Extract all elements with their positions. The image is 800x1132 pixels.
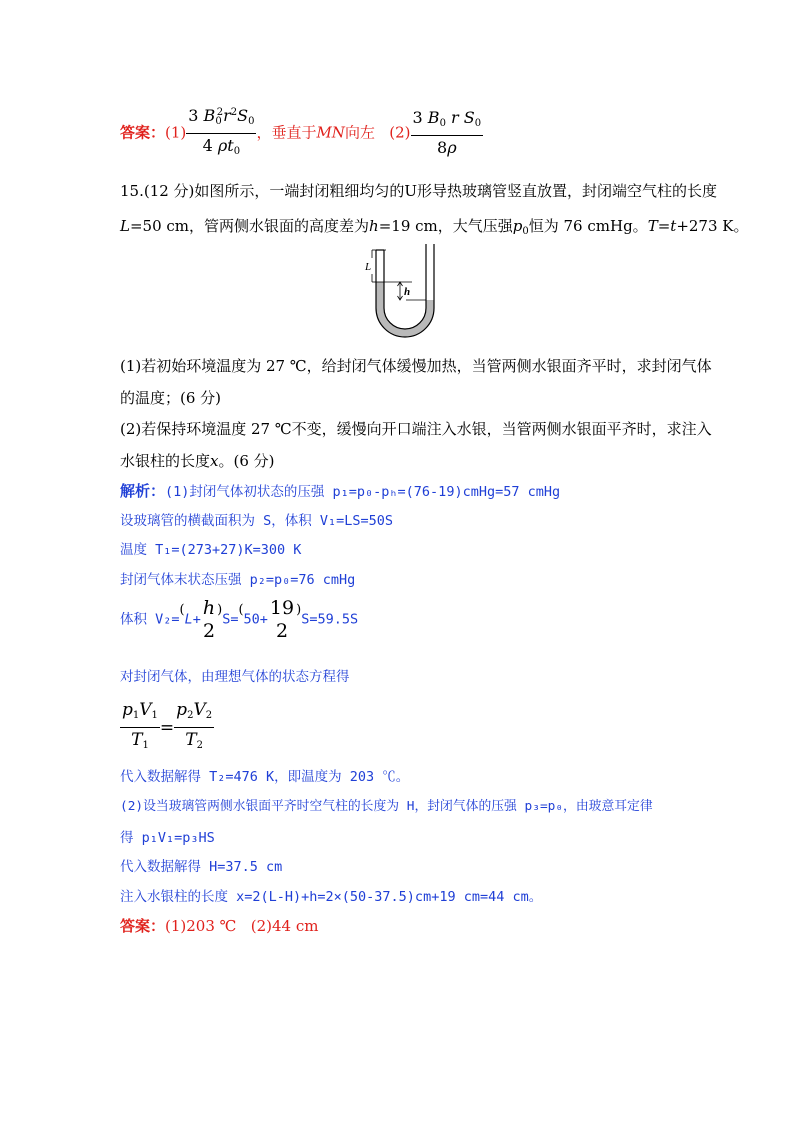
figure-label-h: h: [404, 286, 411, 298]
answer-fraction-2: $\frac{3 B_0 r S_0}{8\rho}$: [412, 107, 482, 157]
solution-line-8: (2)设当玻璃管两侧水银面平齐时空气柱的长度为 H，封闭气体的压强 p₃=p₀，由玻意耳定律: [120, 799, 653, 814]
answer-label: 答案：: [120, 123, 166, 142]
solution-line-7: 代入数据解得 T₂=476 K，即温度为 203 ℃。: [120, 769, 410, 785]
question-part1-line2: 的温度；(6 分): [120, 389, 222, 407]
solution-line-9: 得 p₁V₁=p₃HS: [120, 830, 215, 846]
question-part1-line1: (1)若初始环境温度为 27 ℃，给封闭气体缓慢加热，当管两侧水银面齐平时，求封闭气体: [120, 357, 712, 375]
solution-line-6: 对封闭气体，由理想气体的状态方程得: [120, 669, 350, 685]
question-line-2: L=50 cm，管两侧水银面的高度差为h=19 cm，大气压强$p_0$恒为 76 cmHg。T=t+273 K。: [120, 217, 749, 237]
answer-fraction-1: $\frac{3 B_0^2r^2S_0}{4 \rho t_0}$: [186, 103, 256, 162]
ideal-gas-equation: $\frac{p_1V_1}{T_1}$ = $\frac{p_2V_2}{T_2}$: [122, 700, 213, 751]
solution-line-4: 封闭气体末状态压强 p₂=p₀=76 cmHg: [120, 572, 356, 588]
solution-volume-line: 体积 V₂=(L+ h 2 )S=(50+ 19 2 )S=59.5S: [120, 597, 359, 642]
solution-line-3: 温度 T₁=(273+27)K=300 K: [120, 542, 302, 558]
solution-line-2: 设玻璃管的横截面积为 S，体积 V₁=LS=50S: [120, 513, 394, 529]
solution-line-11: 注入水银柱的长度 x=2(L-H)+h=2×(50-37.5)cm+19 cm=44 cm。: [120, 889, 543, 905]
figure-label-L: L: [365, 261, 372, 273]
question-line-1: 15.(12 分)如图所示，一端封闭粗细均匀的U形导热玻璃管竖直放置，封闭端空气柱的长度: [120, 182, 718, 200]
solution-label: 解析：: [120, 482, 166, 500]
final-answer: 答案：(1)203 ℃ (2)44 cm: [120, 917, 319, 935]
final-answer-label: 答案：: [120, 917, 166, 935]
question-part2-line2: 水银柱的长度x。(6 分): [120, 452, 275, 470]
question-part2-line1: (2)若保持环境温度 27 ℃不变，缓慢向开口端注入水银，当管两侧水银面平齐时，求注入: [120, 420, 712, 438]
solution-line-1: 解析：(1)封闭气体初状态的压强 p₁=p₀-pₕ=(76-19)cmHg=57 cmHg: [120, 482, 561, 500]
solution-line-10: 代入数据解得 H=37.5 cm: [120, 859, 283, 875]
u-tube-figure: [360, 238, 450, 340]
previous-answer: 答案：(1) $\frac{3 B_0^2r^2S_0}{4 \rho t_0}$ ，垂直于MN向左 (2) $\frac{3 B_0 r S_0}{8\rho}$: [120, 103, 483, 153]
